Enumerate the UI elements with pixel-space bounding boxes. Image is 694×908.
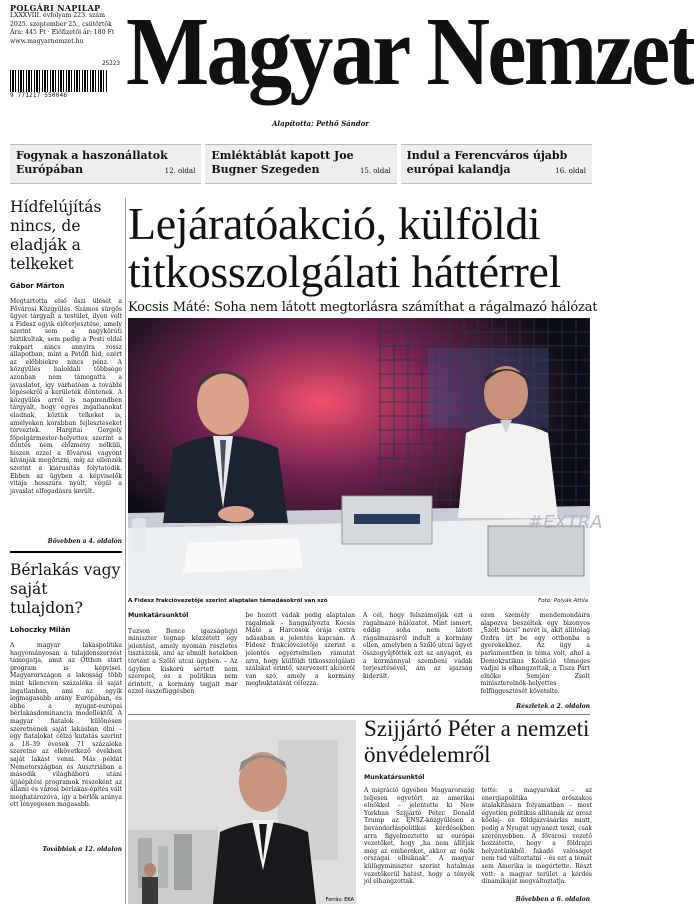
lead-column: A cél, hogy felszámolják ezt a rágalmazó hálózatot. Mint ismert, eddig soha nem látott rágalmazásról indult a kormány ellen, amelyben a Szőlő utcai ügyet összegyűjtötték ezt az anyagot, és a kormánnyal szembeni vádak terjesztésével, ám az igazság kiderült. (363, 612, 473, 680)
masthead-info (10, 4, 128, 46)
lead-headline[interactable]: Lejáratóakció, külföldi titkosszolgálati háttérrel (128, 198, 561, 297)
teaser-item[interactable] (205, 144, 396, 184)
studio-photo (128, 318, 603, 596)
lead-photo (128, 318, 603, 596)
caption-text: A Fidesz frakcióvezetője szerint alaptalan támadásokról van szó (128, 598, 328, 604)
lead-column: be hozott vádak pedig alaptalan rágalmak – hangsúlyozta Kocsis Máté a Harcosok órája extra adásában a jelentés kapcsán. A Fidesz frakcióvezetője szerint a jelentés egyértelműen rámutat arra, hogy külföldi titkosszolgálati szálakat érintő, szervezett akcióról van szó, amely a kormány megbuktatását célozza. (245, 612, 355, 688)
section-label: Munkatársunktól (364, 774, 425, 781)
article-headline[interactable]: Bérlakás vagy saját tulajdon? (10, 561, 121, 617)
continue-link[interactable]: Továbbiak a 12. oldalon (42, 846, 122, 853)
portrait-photo (128, 720, 356, 904)
second-story (364, 716, 592, 886)
lead-column: ezen személy mendemondáira alapozva beszéltek egy bizonyos „Szolt bácsi” nevét is, akit állítólag Ózdra írt be egy otthonba a gyerekekhez. Az ügy a parlamentben is téma volt, ahol a Demokratikus Koalíció tömeges vádjai is elhangzottak, a Tisza Párt elnöke Semjén Zsolt miniszterelnök-helyettes felfüggesztését követelte. (480, 612, 590, 695)
article-body: A magyar lakáspolitika hagyományosan a tulajdonszerzést támogatja, amit az Otthon start program is képvisel. Magyarországon a lakosság több mint kilencven százaléka él saját ingatlanban, ami az egyik legmagasabb arány Európában, és ebbe a nyugat-európai bérlakásdominancia modellektől. A magyar fiatalok különösen szeretnének saját lakásban élni – egy fiatalokat célzó kutatás szerint a 18–39 évesek 71 százaléka szeretne az elkövetkező években saját lakást venni. Más példát Németországban és Ausztriában a második világháború utáni újjáépítési programok részeként az állami és városi bérlakás-építés vált meghatározóvá, így a bérlők aránya ott lényegesen magasabb. (10, 642, 122, 809)
teaser-page: 12. oldal (164, 167, 196, 175)
studio-screen-text: #EXTRA (528, 512, 603, 533)
masthead (10, 0, 694, 134)
left-column (10, 198, 122, 853)
date-line: 2025. szeptember 25., csütörtök (10, 20, 112, 28)
lead-story (128, 198, 598, 315)
photo-credit: Fotó: Polyák Attila (538, 598, 588, 604)
founder-line: Alapította: Pethő Sándor (272, 119, 369, 128)
teaser-title: Emléktáblát kapott Joe Bugner Szegeden (211, 149, 354, 176)
barcode-bars (10, 70, 108, 92)
photo-credit: Forrás: EKA (325, 897, 354, 903)
article-author: Gábor Márton (10, 282, 65, 290)
price-line: Ára: 445 Ft · Előfizetői ár: 180 Ft (10, 29, 115, 37)
lead-deck: Kocsis Máté: Soha nem látott megtorlásra számíthat a rágalmazó hálózat (128, 300, 598, 315)
column-divider (125, 198, 126, 904)
teaser-page: 16. oldal (555, 167, 586, 175)
article-body: Megtartotta első őszi ülését a Fővárosi Közgyűlés. Számos sürgős ügyet tárgyalt a testület, ilyen volt a Fidesz egyik előterjesztése, amely szerint sem a nagykörúti biztikultak, sem pedig a Pesti oldal rakpart nincs annyira rossz állapotban, mint a Petőfi híd, ezért az előbbiekre nincs pénz. A közgyűlés baloldali többsége azonban nem támogatta a javaslatot, így várhatóan a további lépésekről a kerületek döntenek. A közgyűlés arról is napirendben tárgyalt, hogy egyes ingatlanokat eladnak, köztük telkeket is, amelyeken korábban fejlesztéseket terveztek. Hargitai Gergely főpolgármester-helyettes szerint a döntés nem előzmény nélküli, hiszen ezzel a fővárosi vagyont kívánják megőrizni, míg az ellenzék szerint a kiárusítás folytatódik. Ebben az ügyben a képviselők vitája hosszúra nyúlt, végül a javaslat elfogadásra került. (10, 298, 122, 495)
volume-line: LXXXVIII. évfolyam 223. szám (10, 12, 105, 20)
teaser-item[interactable] (401, 144, 592, 184)
teaser-page: 15. oldal (359, 167, 391, 175)
continue-link[interactable]: Bővebben a 6. oldalon (515, 896, 590, 903)
divider (128, 714, 590, 715)
teaser-bar (10, 144, 592, 184)
newspaper-tagline: POLGÁRI NAPILAP (10, 3, 101, 13)
story-column: A migráció ügyében Magyarország teljesen egyetért az amerikai elnökkel – jelentette ki New Yorkban Szijjártó Péter. Donald Trump az ENSZ-közgyűlésen a bevándorláspolitikai kérdésekben arra figyelmeztette az európai vezetőket, hogy „ha nem állítják meg az embereket, akkor az önök országai elbuknak”. A magyar külügyminiszter szerint hatalmas vezetőkerül hatást, hogy a tények jól elhangzottak. (364, 787, 475, 886)
teaser-title: Indul a Ferencváros újabb európai kalandja (406, 149, 568, 176)
barcode (10, 60, 120, 104)
story-headline[interactable]: Szijjártó Péter a nemzeti önvédelemről (364, 716, 590, 767)
continue-link[interactable]: Bővebben a 4. oldalon (47, 538, 122, 545)
lead-column (128, 612, 238, 708)
lead-column-text: Tuzson Bence igazságügyi miniszter tegnap közzétett egy jelentést, amely nyomán részletes tisztázzák, ami az elmúlt hetekben történt a Szőlő utcai ügyben. – Az ügyben kiskorú sértett nem szerepel, és a politikus nem érintett, a kormány tagjait már ezzel összefüggésben (128, 627, 238, 696)
teaser-item[interactable] (10, 144, 201, 184)
article-author: Lohoczky Milán (10, 626, 71, 634)
szijjarto-photo (128, 720, 356, 904)
divider (10, 551, 122, 553)
article-headline[interactable]: Hídfelújítás nincs, de eladják a telkeket (10, 198, 102, 273)
story-column: tette: a magyarokat – az energiapolitika erőszakos átalakítására folyamatban – most egyetlen politikus állítanák az orosz kőolaj- és földgázvásárlás miatt, pedig a Nyugat ugyanezt teszi, csak szerényebben. A fővárosi vezető hozzátette, hogy a földrajzi helyzetünkből fakadó valóságot nem tud változtatni – és ezt a témát sem Amerika is megértette. Részt vett: a magyar terület a kérdés dinamikáját megváltoztatja. (481, 787, 592, 886)
issue-code: 25223 (101, 60, 120, 67)
barcode-digits: 9 771217 550046 (10, 92, 68, 99)
teaser-title: Fogynak a haszonállatok Európában (16, 149, 168, 176)
website-link[interactable]: www.magyarnemzet.hu (10, 37, 84, 45)
newspaper-title: Magyar Nemzet (126, 0, 694, 106)
lead-photo-caption (128, 598, 590, 604)
continue-link[interactable]: Részletek a 2. oldalon (516, 703, 590, 710)
lead-body (128, 612, 590, 708)
section-label: Munkatársunktól (128, 612, 189, 619)
